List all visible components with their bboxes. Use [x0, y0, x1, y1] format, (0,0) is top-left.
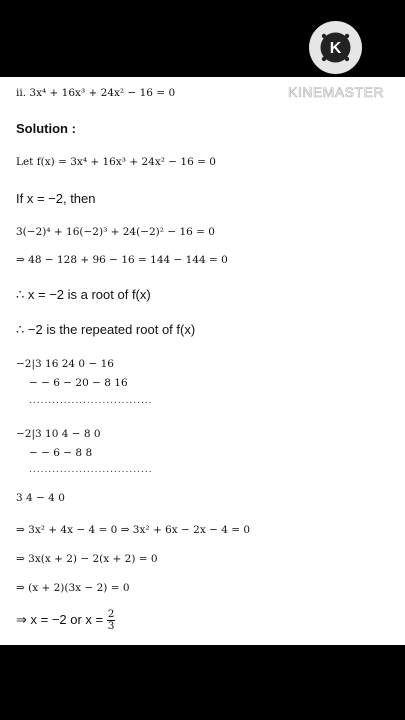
- kinemaster-watermark-text: KINEMASTER: [288, 84, 385, 100]
- root-line: ∴ x = −2 is a root of f(x): [16, 287, 151, 302]
- final-fraction: [107, 609, 116, 632]
- division1-row2: − − 6 − 20 − 8 16: [29, 377, 128, 389]
- repeated-root-line: ∴ −2 is the repeated root of f(x): [16, 322, 196, 337]
- problem-statement: ii. 3x⁴ + 16x³ + 24x² − 16 = 0: [16, 87, 176, 99]
- solution-label: Solution :: [16, 121, 76, 136]
- logo-letter: K: [329, 40, 342, 57]
- final-prefix: ⇒ x = −2 or x =: [16, 611, 107, 627]
- step2-line: ⇒ 3x(x + 2) − 2(x + 2) = 0: [16, 553, 158, 565]
- kinemaster-logo: [309, 21, 362, 74]
- division2-dots: ................................: [29, 465, 153, 475]
- step1-line: ⇒ 3x² + 4x − 4 = 0 ⇒ 3x² + 6x − 2x − 4 = 0: [16, 524, 251, 536]
- let-line: Let f(x) = 3x⁴ + 16x³ + 24x² − 16 = 0: [16, 156, 216, 168]
- evaluation-line: ⇒ 48 − 128 + 96 − 16 = 144 − 144 = 0: [16, 254, 228, 266]
- quotient-row: 3 4 − 4 0: [16, 492, 65, 504]
- kinemaster-logo-icon: [309, 21, 362, 74]
- fraction-denominator: 3: [107, 620, 115, 633]
- division1-dots: ................................: [29, 396, 153, 406]
- fraction-numerator: 2: [107, 608, 115, 620]
- step3-line: ⇒ (x + 2)(3x − 2) = 0: [16, 582, 130, 594]
- if-line: If x = −2, then: [16, 191, 96, 206]
- math-page: [0, 77, 405, 645]
- division2-row1: −2|3 10 4 − 8 0: [16, 428, 101, 440]
- substitution-line: 3(−2)⁴ + 16(−2)³ + 24(−2)² − 16 = 0: [16, 226, 215, 238]
- final-answer: [16, 609, 115, 632]
- division1-row1: −2|3 16 24 0 − 16: [16, 358, 114, 370]
- division2-row2: − − 6 − 8 8: [29, 447, 93, 459]
